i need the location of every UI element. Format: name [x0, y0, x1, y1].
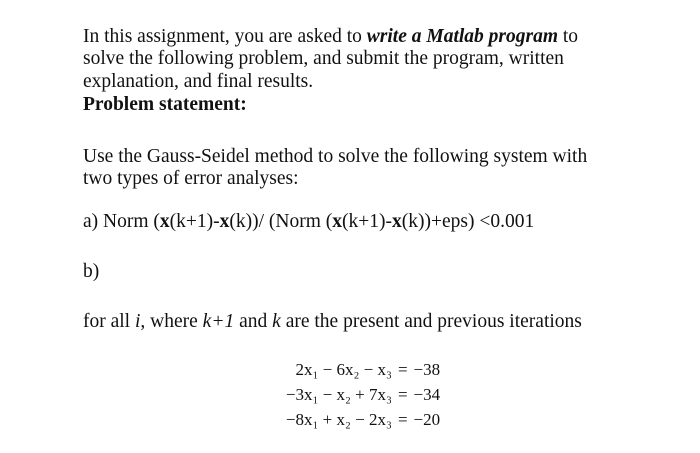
intro-line-2: solve the following problem, and submit the program, written	[83, 48, 564, 69]
emphasis-write-matlab-program: write a Matlab program	[366, 26, 559, 47]
statement-line-2: two types of error analyses:	[83, 168, 299, 189]
equation-rhs: −38	[413, 360, 441, 379]
equation-rhs: −20	[413, 410, 441, 429]
problem-heading: Problem statement:	[83, 94, 247, 115]
equation-lhs: 2x₁ − 6x₂ − x₃	[295, 360, 392, 379]
equation-lhs: −8x₁ + x₂ − 2x₃	[285, 410, 392, 429]
equation-row	[240, 407, 480, 432]
statement-line-1: Use the Gauss-Seidel method to solve the following system with	[83, 146, 588, 167]
equation-row	[240, 357, 480, 382]
equals-sign: =	[397, 360, 408, 379]
equation-row	[240, 382, 480, 407]
intro-line-3: explanation, and final results.	[83, 71, 314, 92]
linear-system	[240, 357, 480, 432]
equals-sign: =	[397, 385, 408, 404]
equation-rhs: −34	[413, 385, 441, 404]
equation-lhs: −3x₁ − x₂ + 7x₃	[285, 385, 392, 404]
criterion-b: b)	[83, 261, 100, 282]
criterion-a: a) Norm (x(k+1)-x(k))/ (Norm (x(k+1)-x(k))+eps) <0.001	[83, 211, 535, 232]
iteration-note: for all i, where k+1 and k are the present and previous iterations	[83, 311, 582, 332]
equals-sign: =	[397, 410, 408, 429]
intro-line-1: In this assignment, you are asked to write a Matlab program to	[83, 26, 579, 47]
